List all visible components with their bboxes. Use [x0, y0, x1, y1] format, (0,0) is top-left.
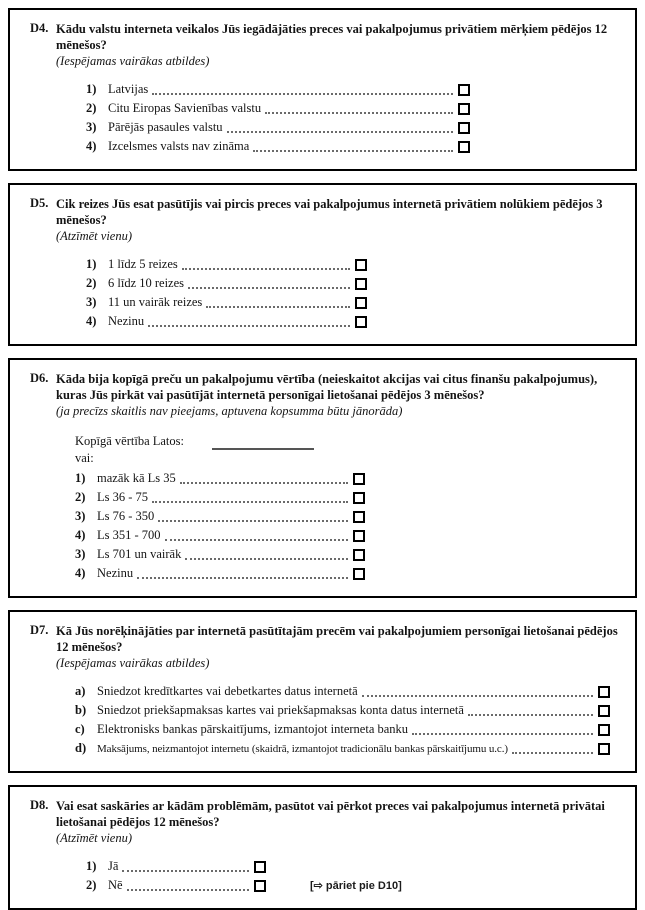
option-letter: d) [75, 741, 87, 755]
question-box-d7 [8, 610, 637, 773]
option-label: Sniedzot kredītkartes vai debetkartes datus internetā [97, 684, 358, 698]
option-label: 1 līdz 5 reizes [108, 257, 178, 271]
skip-note: [⇨ pāriet pie D10] [310, 880, 402, 892]
option-label: Maksājums, neizmantojot internetu (skaidrā, izmantojot tradicionālu bankas pārskaitījumu u.c.) [97, 742, 508, 755]
dotted-leader [148, 325, 350, 327]
option-row [75, 739, 610, 758]
option-letter: c) [75, 722, 85, 736]
dotted-leader [127, 889, 249, 891]
checkbox[interactable] [598, 705, 610, 717]
total-value-line [75, 432, 619, 450]
question-body [56, 798, 619, 847]
question-header [30, 798, 619, 847]
options-list [86, 255, 367, 331]
option-label: Latvijas [108, 82, 149, 96]
dotted-leader [206, 306, 350, 308]
option-label: Ls 701 un vairāk [97, 547, 182, 561]
option-row [86, 118, 470, 137]
option-number: 3) [75, 509, 86, 523]
question-header [30, 623, 619, 672]
option-label: Pārējās pasaules valstu [108, 120, 223, 134]
question-text: Cik reizes Jūs esat pasūtījis vai pircis preces vai pakalpojumus internetā privātiem nolūkiem pēdējos 3 mēnešos? [56, 197, 603, 227]
options-list [86, 857, 402, 895]
option-number: 1) [86, 257, 97, 271]
or-label: vai: [75, 451, 94, 465]
option-number: 1) [86, 859, 97, 873]
question-box-d6 [8, 358, 637, 598]
dotted-leader [253, 150, 453, 152]
question-note: (Iespējamas vairākas atbildes) [56, 656, 210, 670]
checkbox[interactable] [355, 297, 367, 309]
option-row [86, 80, 470, 99]
option-letter: a) [75, 684, 86, 698]
question-body [56, 21, 619, 70]
question-text: Kā Jūs norēķinājāties par internetā pasūtītajām precēm vai pakalpojumiem personīgai lietošanai pēdējos 12 mēnešos? [56, 624, 618, 654]
checkbox[interactable] [458, 122, 470, 134]
checkbox[interactable] [254, 861, 266, 873]
dotted-leader [188, 287, 350, 289]
checkbox[interactable] [353, 511, 365, 523]
dotted-leader [185, 558, 348, 560]
option-number: 4) [86, 314, 97, 328]
checkbox[interactable] [353, 568, 365, 580]
question-text: Kādu valstu interneta veikalos Jūs iegādājāties preces vai pakalpojumus privātiem mērķiem pēdējos 12 mēnešos? [56, 22, 608, 52]
option-number: 1) [86, 82, 97, 96]
dotted-leader [152, 93, 453, 95]
option-row [75, 469, 365, 488]
dotted-leader [182, 268, 350, 270]
question-box-d5 [8, 183, 637, 346]
option-number: 2) [86, 101, 97, 115]
checkbox[interactable] [355, 259, 367, 271]
dotted-leader [265, 112, 453, 114]
option-label: mazāk kā Ls 35 [97, 471, 176, 485]
option-label: 11 un vairāk reizes [108, 295, 203, 309]
option-row [86, 293, 367, 312]
option-label: Nē [108, 878, 123, 892]
checkbox[interactable] [353, 549, 365, 561]
checkbox[interactable] [598, 686, 610, 698]
question-note: (Atzīmēt vienu) [56, 831, 133, 845]
question-body [56, 196, 619, 245]
option-row [75, 507, 365, 526]
total-value-blank-field[interactable] [212, 435, 314, 450]
question-id: D5. [30, 196, 49, 210]
checkbox[interactable] [458, 84, 470, 96]
option-letter: b) [75, 703, 87, 717]
option-row [75, 682, 610, 701]
total-value-label: Kopīgā vērtība Latos: [75, 434, 184, 448]
option-number: 2) [86, 878, 97, 892]
option-number: 2) [86, 276, 97, 290]
checkbox[interactable] [353, 473, 365, 485]
dotted-leader [152, 501, 348, 503]
checkbox[interactable] [458, 141, 470, 153]
dotted-leader [512, 752, 593, 754]
option-label: Jā [108, 859, 119, 873]
question-note: (Iespējamas vairākas atbildes) [56, 54, 210, 68]
option-label: Nezinu [108, 314, 145, 328]
question-box-d8 [8, 785, 637, 910]
question-text: Vai esat saskāries ar kādām problēmām, pasūtot vai pērkot preces vai pakalpojumus internetā privātai lietošanai pēdējos 12 mēnešos? [56, 799, 605, 829]
option-row [75, 545, 365, 564]
option-row [86, 99, 470, 118]
dotted-leader [362, 695, 593, 697]
dotted-leader [137, 577, 348, 579]
dotted-leader [468, 714, 593, 716]
option-row [75, 720, 610, 739]
option-row [75, 564, 365, 583]
dotted-leader [122, 870, 249, 872]
question-body [56, 623, 619, 672]
option-number: 3) [75, 547, 86, 561]
checkbox[interactable] [353, 530, 365, 542]
option-row [75, 701, 610, 720]
question-body [56, 371, 619, 420]
checkbox[interactable] [355, 278, 367, 290]
question-id: D8. [30, 798, 49, 812]
option-number: 1) [75, 471, 86, 485]
option-label: Ls 36 - 75 [97, 490, 149, 504]
option-label: 6 līdz 10 reizes [108, 276, 185, 290]
question-header [30, 371, 619, 420]
option-row [86, 137, 470, 156]
option-label: Nezinu [97, 566, 134, 580]
option-number: 4) [75, 566, 86, 580]
option-label: Citu Eiropas Savienības valstu [108, 101, 262, 115]
options-list [86, 80, 470, 156]
question-note: (ja precīzs skaitlis nav pieejams, aptuvena kopsumma būtu jānorāda) [56, 404, 403, 418]
checkbox[interactable] [355, 316, 367, 328]
options-list [75, 682, 610, 758]
question-note: (Atzīmēt vienu) [56, 229, 133, 243]
option-number: 2) [75, 490, 86, 504]
checkbox[interactable] [353, 492, 365, 504]
option-label: Ls 351 - 700 [97, 528, 161, 542]
checkbox[interactable] [458, 103, 470, 115]
option-label: Sniedzot priekšapmaksas kartes vai priekšapmaksas konta datus internetā [97, 703, 464, 717]
question-id: D4. [30, 21, 49, 35]
question-id: D7. [30, 623, 49, 637]
question-header [30, 196, 619, 245]
dotted-leader [227, 131, 453, 133]
option-number: 4) [86, 139, 97, 153]
dotted-leader [158, 520, 348, 522]
checkbox[interactable] [598, 724, 610, 736]
option-row [86, 312, 367, 331]
dotted-leader [180, 482, 348, 484]
option-number: 3) [86, 120, 97, 134]
checkbox[interactable] [254, 880, 266, 892]
checkbox[interactable] [598, 743, 610, 755]
option-row [75, 488, 365, 507]
options-list [75, 469, 365, 583]
option-row [75, 526, 365, 545]
option-row [86, 857, 266, 876]
question-id: D6. [30, 371, 49, 385]
option-row [86, 876, 402, 895]
option-row [86, 274, 367, 293]
option-label: Izcelsmes valsts nav zināma [108, 139, 250, 153]
option-number: 4) [75, 528, 86, 542]
option-label: Ls 76 - 350 [97, 509, 155, 523]
question-text: Kāda bija kopīgā preču un pakalpojumu vērtība (neieskaitot akcijas vai citus finanšu pakalpojumus), kuras Jūs pirkāt vai pasūtījāt internetā personīgai lietošanai pēdējos 3 mēnešos? [56, 372, 598, 402]
dotted-leader [412, 733, 593, 735]
option-label: Elektronisks bankas pārskaitījums, izmantojot interneta banku [97, 722, 409, 736]
question-header [30, 21, 619, 70]
option-row [86, 255, 367, 274]
dotted-leader [165, 539, 348, 541]
question-box-d4 [8, 8, 637, 171]
option-number: 3) [86, 295, 97, 309]
